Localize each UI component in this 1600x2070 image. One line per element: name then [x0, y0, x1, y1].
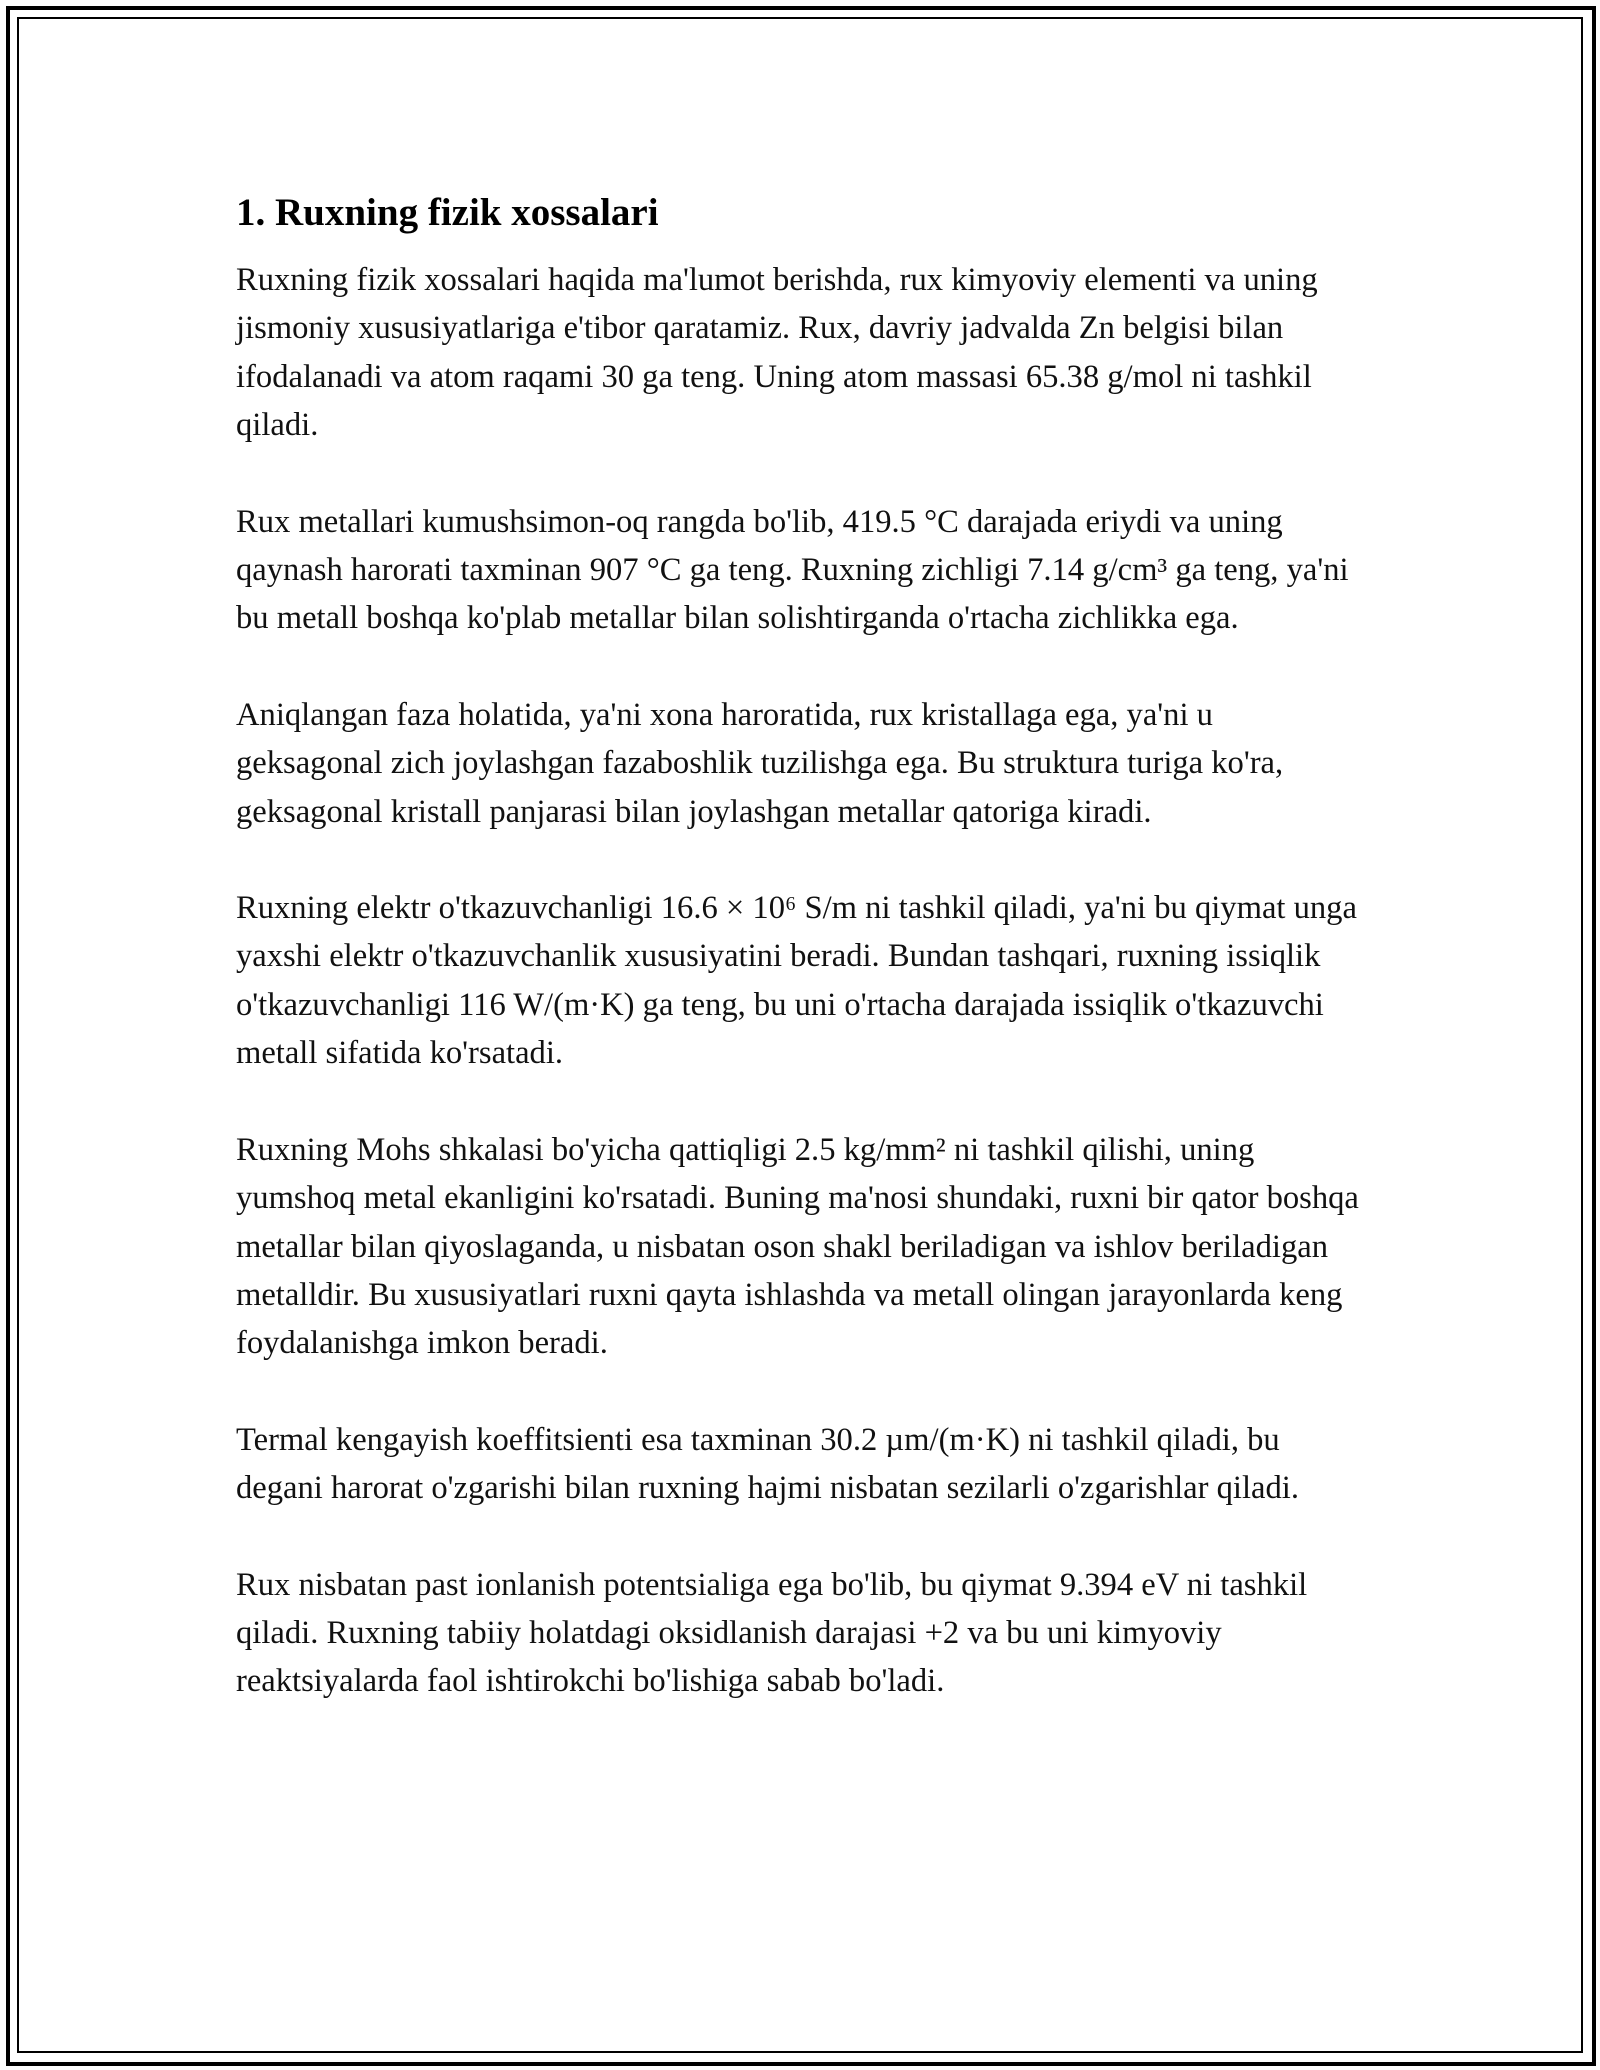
paragraph-intro: Ruxning fizik xossalari haqida ma'lumot berishda, rux kimyoviy elementi va uning jismoniy xususiyatlariga e'tibor qaratamiz. Rux, davriy jadvalda Zn belgisi bilan ifodalanadi va atom raqami 30 ga teng. Uning atom massasi 65.38 g/mol ni tashkil qiladi. — [236, 262, 1318, 444]
paragraph-thermal-expansion: Termal kengayish koeffitsienti esa taxminan 30.2 µm/(m·K) ni tashkil qiladi, bu degani harorat o'zgarishi bilan ruxning hajmi nisbatan sezilarli o'zgarishlar qiladi. — [236, 1421, 1299, 1507]
document-body — [236, 188, 1366, 1754]
paragraph-conductivity: Ruxning elektr o'tkazuvchanligi 16.6 × 10⁶ S/m ni tashkil qiladi, ya'ni bu qiymat unga yaxshi elektr o'tkazuvchanlik xususiyatini beradi. Bundan tashqari, ruxning issiqlik o'tkazuvchanligi 116 W/(m·K) ga teng, bu uni o'rtacha darajada issiqlik o'tkazuvchi metall sifatida ko'rsatadi. — [236, 890, 1357, 1072]
paragraph-hardness: Ruxning Mohs shkalasi bo'yicha qattiqligi 2.5 kg/mm² ni tashkil qilishi, uning yumshoq metal ekanligini ko'rsatadi. Buning ma'nosi shundaki, ruxni bir qator boshqa metallar bilan qiyoslaganda, u nisbatan oson shakl beriladigan va ishlov beriladigan metalldir. Bu xususiyatlari ruxni qayta ishlashda va metall olingan jarayonlarda keng foydalanishga imkon beradi. — [236, 1131, 1359, 1362]
paragraph-crystal-structure: Aniqlangan faza holatida, ya'ni xona haroratida, rux kristallaga ega, ya'ni u geksagonal zich joylashgan fazaboshlik tuzilishga ega. Bu struktura turiga ko'ra, geksagonal kristall panjarasi bilan joylashgan metallar qatoriga kiradi. — [236, 696, 1284, 830]
paragraph-ionization: Rux nisbatan past ionlanish potentsialiga ega bo'lib, bu qiymat 9.394 eV ni tashkil qiladi. Ruxning tabiiy holatdagi oksidlanish darajasi +2 va bu uni kimyoviy reaktsiyalarda faol ishtirokchi bo'lishiga sabab bo'ladi. — [236, 1566, 1308, 1700]
paragraph-melting-density: Rux metallari kumushsimon-oq rangda bo'lib, 419.5 °C darajada eriydi va uning qaynash harorati taxminan 907 °C ga teng. Ruxning zichligi 7.14 g/cm³ ga teng, ya'ni bu metall boshqa ko'plab metallar bilan solishtirganda o'rtacha zichlikka ega. — [236, 503, 1349, 637]
section-heading: 1. Ruxning fizik xossalari — [236, 191, 659, 234]
